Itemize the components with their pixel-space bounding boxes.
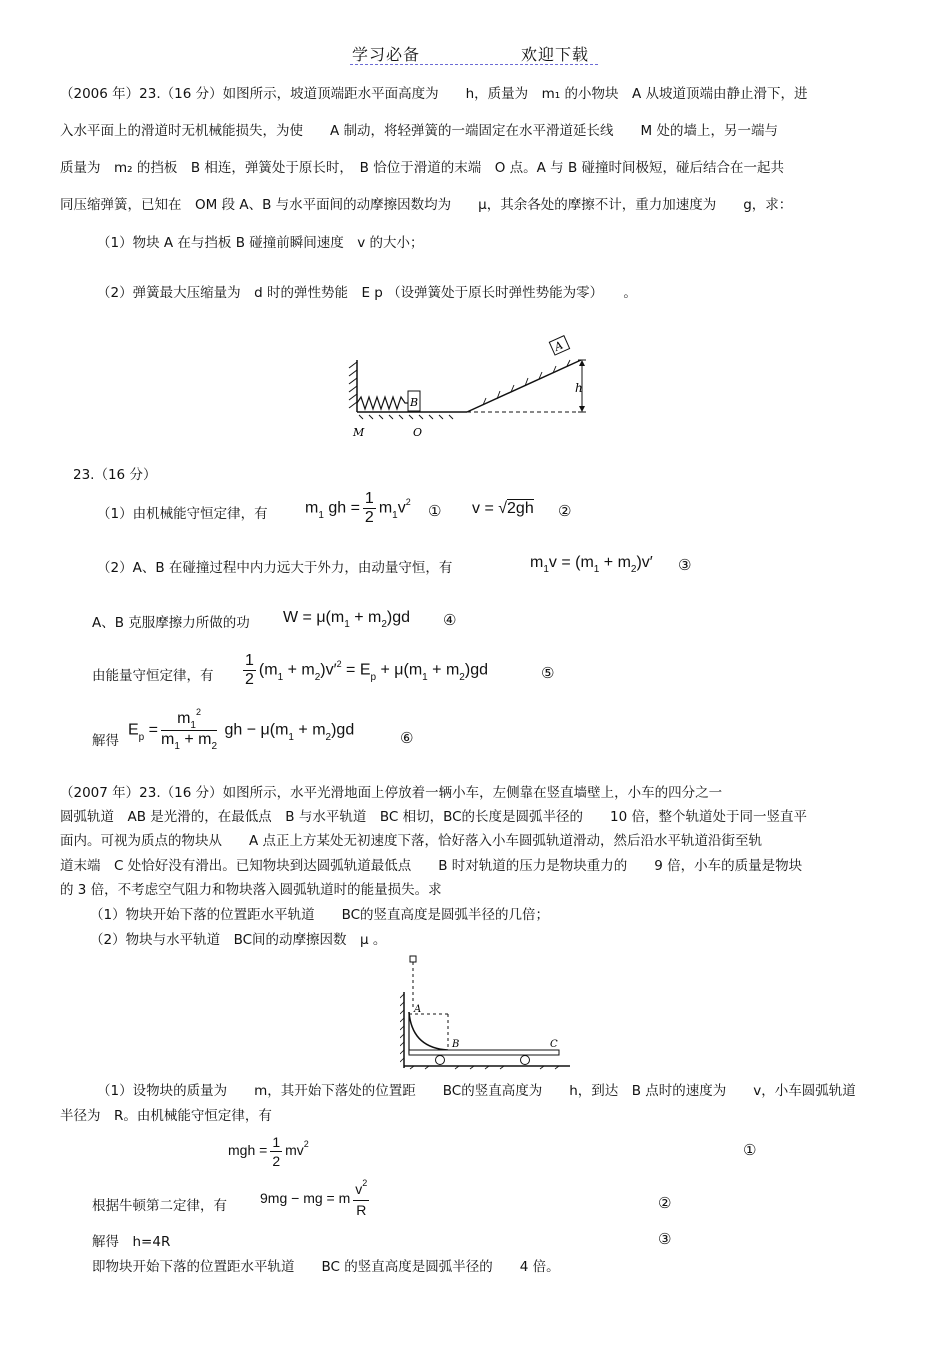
slope-spring-figure [345, 335, 605, 445]
point-c-label: C [550, 1039, 558, 1050]
point-b-label: B [452, 1039, 460, 1050]
eq-friction-work: $W = \mu(m_1 + m_2)gd$ [283, 609, 411, 630]
s2007-line-5: 即物块开始下落的位置距水平轨道 BC 的竖直高度是圆弧半径的 4 倍。 [92, 1259, 560, 1275]
p2007-line-4: 道末端 C 处恰好没有滑出。已知物块到达圆弧轨道最低点 B 时对轨道的压力是物块重力的 9 倍，小车的质量是物块 [60, 858, 803, 874]
s2007-line-2: 半径为 R。由机械能守恒定律，有 [60, 1108, 272, 1124]
s2006-step5-text: 解得 [92, 733, 119, 749]
marker-1: ① [428, 502, 442, 520]
p2007-line-3: 面内。可视为质点的物块从 A 点正上方某处无初速度下落，恰好落入小车圆弧轨道滑动，然后沿水平轨道沿街至轨 [60, 833, 763, 849]
p2007-line-5: 的 3 倍，不考虑空气阻力和物块落入圆弧轨道时的能量损失。求 [60, 882, 442, 898]
s2006-step2-text: （2）A、B 在碰撞过程中内力远大于外力，由动量守恒，有 [97, 560, 453, 576]
eq-energy-balance: $\frac{1}{2}$ $(m_1 + m_2)v'^2 = E_p + \mu(m_1 + m_2)gd$ [245, 652, 488, 688]
p2007-question-2: （2）物块与水平轨道 BC间的动摩擦因数 μ 。 [90, 932, 387, 948]
p2007-line-2: 圆弧轨道 AB 是光滑的，在最低点 B 与水平轨道 BC 相切，BC的长度是圆弧半径的 10 倍，整个轨道处于同一竖直平 [60, 809, 808, 825]
marker-2: ② [558, 502, 572, 520]
header-right: 欢迎下载 [521, 45, 590, 64]
point-m-label: M [353, 426, 365, 439]
p2006-question-2: （2）弹簧最大压缩量为 d 时的弹性势能 E p （设弹簧处于原长时弹性势能为零） 。 [97, 285, 637, 301]
cart-track-figure [400, 950, 575, 1070]
s2006-step3-text: A、B 克服摩擦力所做的功 [92, 615, 250, 631]
header-divider [350, 64, 598, 65]
marker-2007-2: ② [658, 1194, 672, 1212]
eq-velocity: v = √2gh [472, 500, 534, 517]
eq-newton: 9mg − mg = m $\frac{v^2}{R}$ [260, 1178, 368, 1218]
s2006-step4-text: 由能量守恒定律，有 [92, 668, 214, 684]
eq-result-ep: $E_p$ = $\frac{m_1^2}{m_1 + m_2}$ gh − $\mu(m_1 + m_2)gd$ [128, 707, 355, 752]
height-h-label: h [575, 381, 583, 395]
s2006-step1-text: （1）由机械能守恒定律，有 [97, 506, 268, 522]
point-a-label: A [414, 1004, 422, 1015]
eq-mgh: mgh = $\frac{1}{2}$ $mv^2$ [228, 1134, 309, 1169]
p2006-line-2: 入水平面上的滑道时无机械能损失，为使 A 制动，将轻弹簧的一端固定在水平滑道延长线 M 处的墙上，另一端与 [60, 123, 778, 139]
s2006-title: 23.（16 分） [73, 467, 157, 483]
block-b-label: B [410, 396, 419, 409]
s2007-line-3: 根据牛顿第二定律，有 [92, 1198, 227, 1214]
marker-6: ⑥ [400, 729, 414, 747]
marker-5: ⑤ [541, 664, 555, 682]
marker-4: ④ [443, 611, 457, 629]
p2006-line-3: 质量为 m₂ 的挡板 B 相连，弹簧处于原长时， B 恰位于滑道的末端 O 点。A 与 B 碰撞时间极短，碰后结合在一起共 [60, 160, 784, 176]
marker-2007-1: ① [743, 1141, 757, 1159]
point-o-label: O [413, 426, 423, 439]
s2007-line-4: 解得 h=4R [92, 1234, 171, 1250]
block-a-label: A [552, 338, 566, 354]
p2007-line-1: （2007 年）23.（16 分）如图所示，水平光滑地面上停放着一辆小车，左侧靠在竖直墙壁上，小车的四分之一 [60, 785, 723, 801]
eq-energy-conservation: $m_1$ gh = $\frac{1}{2}$ $m_1v^2$ [305, 490, 411, 526]
p2006-line-4: 同压缩弹簧，已知在 OM 段 A、B 与水平面间的动摩擦因数均为 μ，其余各处的摩擦不计，重力加速度为 g，求： [60, 197, 793, 213]
header-left: 学习必备 [352, 45, 421, 64]
p2007-question-1: （1）物块开始下落的位置距水平轨道 BC的竖直高度是圆弧半径的几倍； [90, 907, 550, 923]
marker-2007-3: ③ [658, 1230, 672, 1248]
eq-momentum: $m_1v = (m_1 + m_2)v'$ [530, 554, 653, 575]
p2006-line-1: （2006 年）23.（16 分）如图所示，坡道顶端距水平面高度为 h，质量为 m₁ 的小物块 A 从坡道顶端由静止滑下，进 [60, 86, 808, 102]
marker-3: ③ [678, 556, 692, 574]
s2007-line-1: （1）设物块的质量为 m，其开始下落处的位置距 BC的竖直高度为 h，到达 B 点时的速度为 v，小车圆弧轨道 [97, 1083, 856, 1099]
p2006-question-1: （1）物块 A 在与挡板 B 碰撞前瞬间速度 v 的大小； [97, 235, 424, 251]
